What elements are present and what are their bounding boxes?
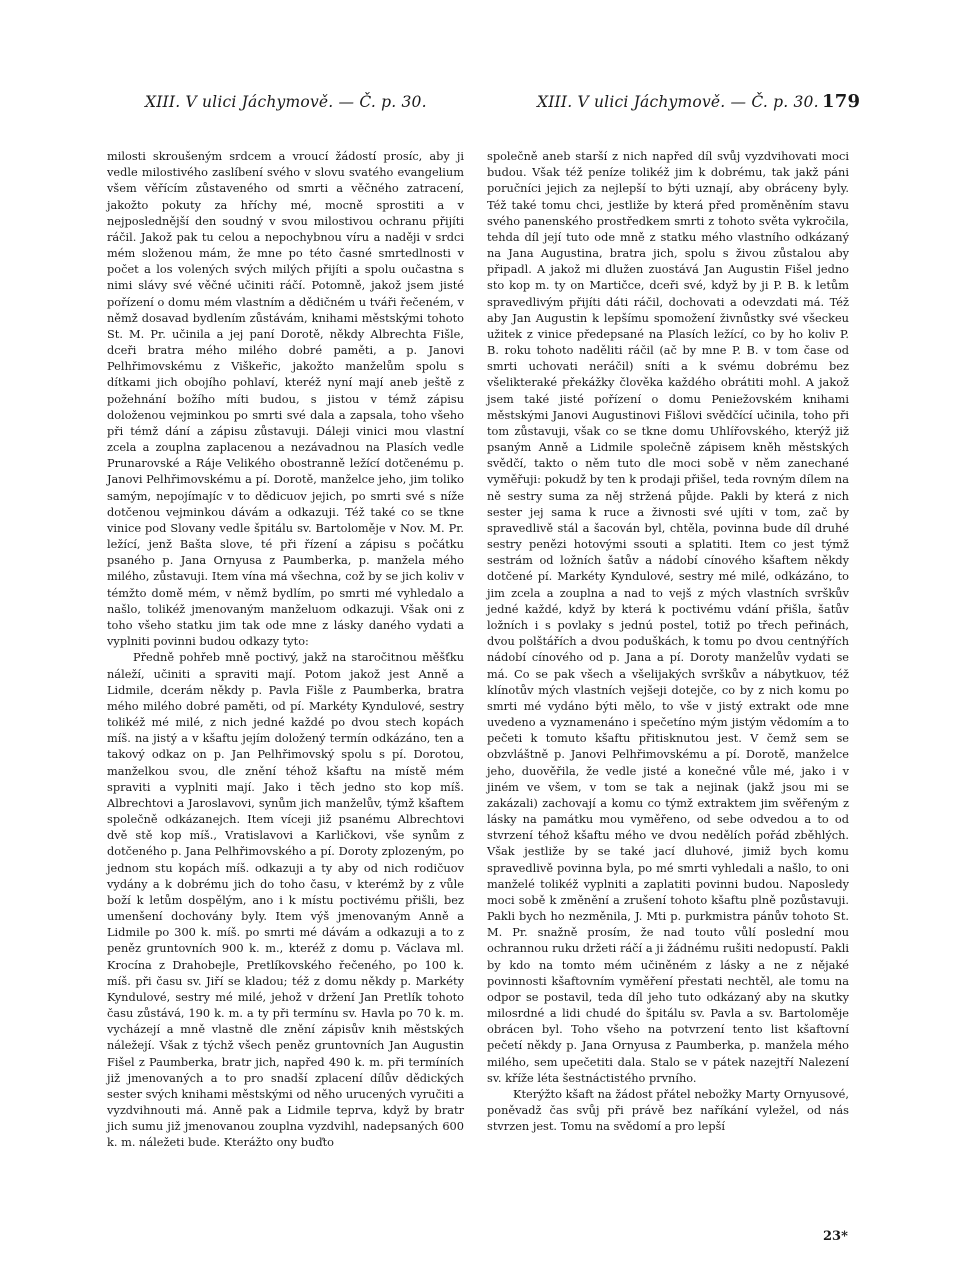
- right-column: [487, 148, 849, 1134]
- signature-mark: 23*: [823, 1229, 848, 1244]
- page-number: 179: [822, 91, 861, 112]
- paragraph: milosti skroušeným srdcem a vroucí žádostí prosíc, aby ji vedle milostivého zaslíbení svého v slovu svatého evangelium všem věřícím zůstaveného od smrti a věčného zatracení, jakožto pokuty za hříchy mé, mocně sprostiti a v nejposlednější den soudný v svou milostivou ochranu přijíti ráčil. Jakož pak tu celou a nepochybnou víru a naději v srdci mém složenou mám, že mne po této časné smrtedlnosti v počet a los volených svých milých přijíti a spolu oučastna s nimi slávy své věčné učiniti ráčí. Potomně, jakož jsem jisté pořízení o domu mém vlastním a dědičném u tváři řečeném, v němž dosavad bydlením zůstávám, knihami městskými tohoto St. M. Pr. učinila a jej paní Dorotě, někdy Albrechta Fišle, dceři bratra mého milého dobré paměti, a p. Janovi Pelhřimovskému z Viškeřic, jakožto manželům spolu s dítkami jich obojího pohlaví, kteréž nyní mají aneb ještě z požehnání božího míti budou, s jistou v témž zápisu doloženou vejminkou po smrti své dala a zapsala, toho všeho při témž dání a zápisu zůstavuji. Dáleji vinici mou vlastní zcela a zouplna zaplacenou a nezávadnou na Plasích vedle Prunarovské a Ráje Velikého obostranně ležící dotčenému p. Janovi Pelhřimovskému a pí. Dorotě, manželce jeho, jim toliko samým, nepojímajíc v to dědicuov jejich, po smrti své s níže dotčenou vejminkou dávám a odkazuji. Též také co se tkne vinice pod Slovany vedle špitálu sv. Bartoloměje v Nov. M. Pr. ležící, jenž Bašta slove, té při řízení a zápisu s počátku psaného p. Jana Ornyusa z Paumberka, p. manžela mého milého, zůstavuji. Item vína má všechna, což by se jich koliv v témžto domě mém, v němž bydlím, po smrti mé vyhledalo a našlo, tolikéž jmenovaným manželuom odkazuji. Však oni z toho všeho statku jim tak ode mne z lásky daného vydati a vyplniti povinni budou odkazy tyto:: [107, 149, 464, 649]
- running-head-right: XIII. V ulici Jáchymově. — Č. p. 30.: [537, 93, 819, 111]
- paragraph: Kterýžto kšaft na žádost přátel nebožky Marty Ornyusové, poněvadž čas svůj při právě bez naříkání vyležel, od nás stvrzen jest. Tomu na svědomí a pro lepší: [487, 1086, 849, 1134]
- left-column: [107, 148, 464, 1151]
- running-head-left: XIII. V ulici Jáchymově. — Č. p. 30.: [145, 93, 427, 111]
- paragraph: společně aneb starší z nich napřed díl svůj vyzdvihovati moci budou. Však též peníze tolikéž jim k dobrému, tak jakž páni poručníci jejich za nejlepší to býti uznají, aby obráceny byly. Též také tomu chci, jestliže by která před proměněním stavu svého panenského prostředkem smrti z tohoto světa vykročila, tehda díl její tuto ode mně z statku mého vlastního odkázaný na Jana Augustina, bratra jich, spolu s živou zůstalou aby připadl. A jakož mi dlužen zuostává Jan Augustin Fišel jedno sto kop m. ty on Martičce, dceři své, když by ji P. B. k letům spravedlivým přijíti dáti ráčil, dochovati a odevzdati má. Též aby Jan Augustin k lepšímu spomožení živnůstky své všeckeu užitek z vinice předepsané na Plasích ležící, co by ho koliv P. B. roku tohoto naděliti ráčil (ač by mne P. B. v tom čase od smrti uchovati neráčil) sníti a k svému dobrému bez všelikteraké překážky člověka každého obrátiti mohl. A jakož jsem také jisté pořízení o domu Peniežovském knihami městskými Janovi Augustinovi Fišlovi svědčící učinila, toho při tom zůstavuji, však co se tkne domu Uhlířovského, kterýž již psaným Anně a Lidmile společně zápisem kněh městských svědčí, takto o něm tuto dle moci sobě v něm zanechané vyměřuji: pokudž by ten k prodaji přišel, teda rovným dílem na ně sestry suma za něj stržená půjde. Pakli by která z nich sester jej sama k ruce a živnosti své ujíti v tom, zač by spravedlivě stál a šacován byl, chtěla, povinna bude díl druhé sestry penězi hotovými ssouti a splatiti. Item co jest týmž sestrám od ložních šatův a nádobí cínového kšaftem někdy dotčené pí. Markéty Kyndulové, sestry mé milé, odkázáno, to jim zcela a zouplna a nad to vejš z mých vlastních svrškův jedné každé, když by která k poctivému vdání přišla, šatův ložních i s povlaky s jednú postel, totiž po třech peřinách, dvou polštářích a dvou poduškách, k tomu po dvou centnýřích nádobí cínového od p. Jana a pí. Doroty manželův vydati se má. Co se pak všech a všelijakých svrškův a nábytkuov, též klínotův mých vlastních vejšeji dotejče, co by z nich komu po smrti mé vydáno býti mělo, to vše v jistý extrakt ode mne uvedeno a vyznamenáno i spečetíno mým jistým vědomím a to pečeti k tomuto kšaftu přitisknutou jest. V čemž sem se obzvláštně p. Janovi Pelhřimovskému a pí. Dorotě, manželce jeho, duověřila, že vedle jisté a konečné vůle mé, jako i v jiném ve všem, v tom se tak a nejinak (jakž jsou mi se zakázali) zachovají a komu co týmž extraktem jim svěřeným z lásky na památku mou vyměřeno, od sebe odvedou a to od stvrzení téhož kšaftu mého ve dvou nedělích pořád zběhlých. Však jestliže by se také jací dluhové, jimiž bych komu spravedlivě povinna byla, po mé smrti vyhledali a našlo, to oni manželé tolikéž vyplniti a zaplatiti povinni budou. Naposledy moci sobě k změnění a zrušení tohoto kšaftu plně pozůstavuji. Pakli bych ho nezměnila, J. Mti p. purkmistra pánův tohoto St. M. Pr. snažně prosím, že nad touto vůlí poslední mou ochrannou ruku držeti ráčí a ji žádnému rušiti nedopustí. Pakli by kdo na tomto mém učiněném z lásky a ne z nějaké povinnosti kšaftovním vyměření přestati nechtěl, ale tomu na odpor se postavil, teda díl jeho tuto odkázaný aby na skutky milosrdné a lidi chudé do špitálu sv. Pavla a sv. Bartoloměje obrácen byl. Toho všeho na potvrzení tento list kšaftovní pečetí někdy p. Jana Ornyusa z Paumberka, p. manžela mého milého, sem upečetiti dala. Stalo se v pátek nazejtří Nalezení sv. kříže léta šestnáctistého prvního.: [487, 149, 849, 1085]
- paragraph: Předně pohřeb mně poctivý, jakž na staročitnou měšťku náleží, učiniti a spraviti mají. Potom jakož jest Anně a Lidmile, dcerám někdy p. Pavla Fišle z Paumberka, bratra mého milého dobré paměti, od pí. Markéty Kyndulové, sestry tolikéž mé milé, z nich jedné každé po dvou stech kopách míš. na jistý a v kšaftu jejím doložený termín odkázáno, ten a takový odkaz on p. Jan Pelhřimovský spolu s pí. Dorotou, manželkou svou, dle znění téhož kšaftu na místě mém spraviti a vyplniti mají. Jako i těch jedno sto kop míš. Albrechtovi a Jaroslavovi, synům jich manželův, týmž kšaftem společně odkázanejch. Item víceji již psanému Albrechtovi dvě stě kop míš., Vratislavovi a Karličkovi, vše synům z dotčeného p. Jana Pelhřimovského a pí. Doroty zplozeným, po jednom stu kopách míš. odkazuji a ty aby od nich rodičuov vydány a k dobrému jich do toho času, v kterémž by z vůle boží k letům dospělým, ano i k místu poctivému přišli, bez umenšení dochovány byly. Item výš jmenovaným Anně a Lidmile po 300 k. míš. po smrti mé dávám a odkazuji a to z peněz gruntovních 900 k. m., kteréž z domu p. Václava ml. Krocína z Drahobejle, Pretlíkovského řečeného, po 100 k. míš. při času sv. Jiří se kladou; též z domu někdy p. Markéty Kyndulové, sestry mé milé, jehož v držení Jan Pretlík tohoto času zůstává, 190 k. m. a ty při termínu sv. Havla po 70 k. m. vycházejí a mně vlastně dle znění zápisův knih městských náležejí. Však z týchž všech peněz gruntovních Jan Augustin Fišel z Paumberka, bratr jich, napřed 490 k. m. při termíních již jmenovaných a to pro snadší zplacení dílův dědických sester svých knihami městskými od něho urucených vyručiti a vyzdvihnouti má. Anně pak a Lidmile teprva, když by bratr jich sumu již jmenovanou zouplna vyzdvihl, nadepsaných 600 k. m. náležeti bude. Kterážto ony buďto: [107, 650, 464, 1150]
